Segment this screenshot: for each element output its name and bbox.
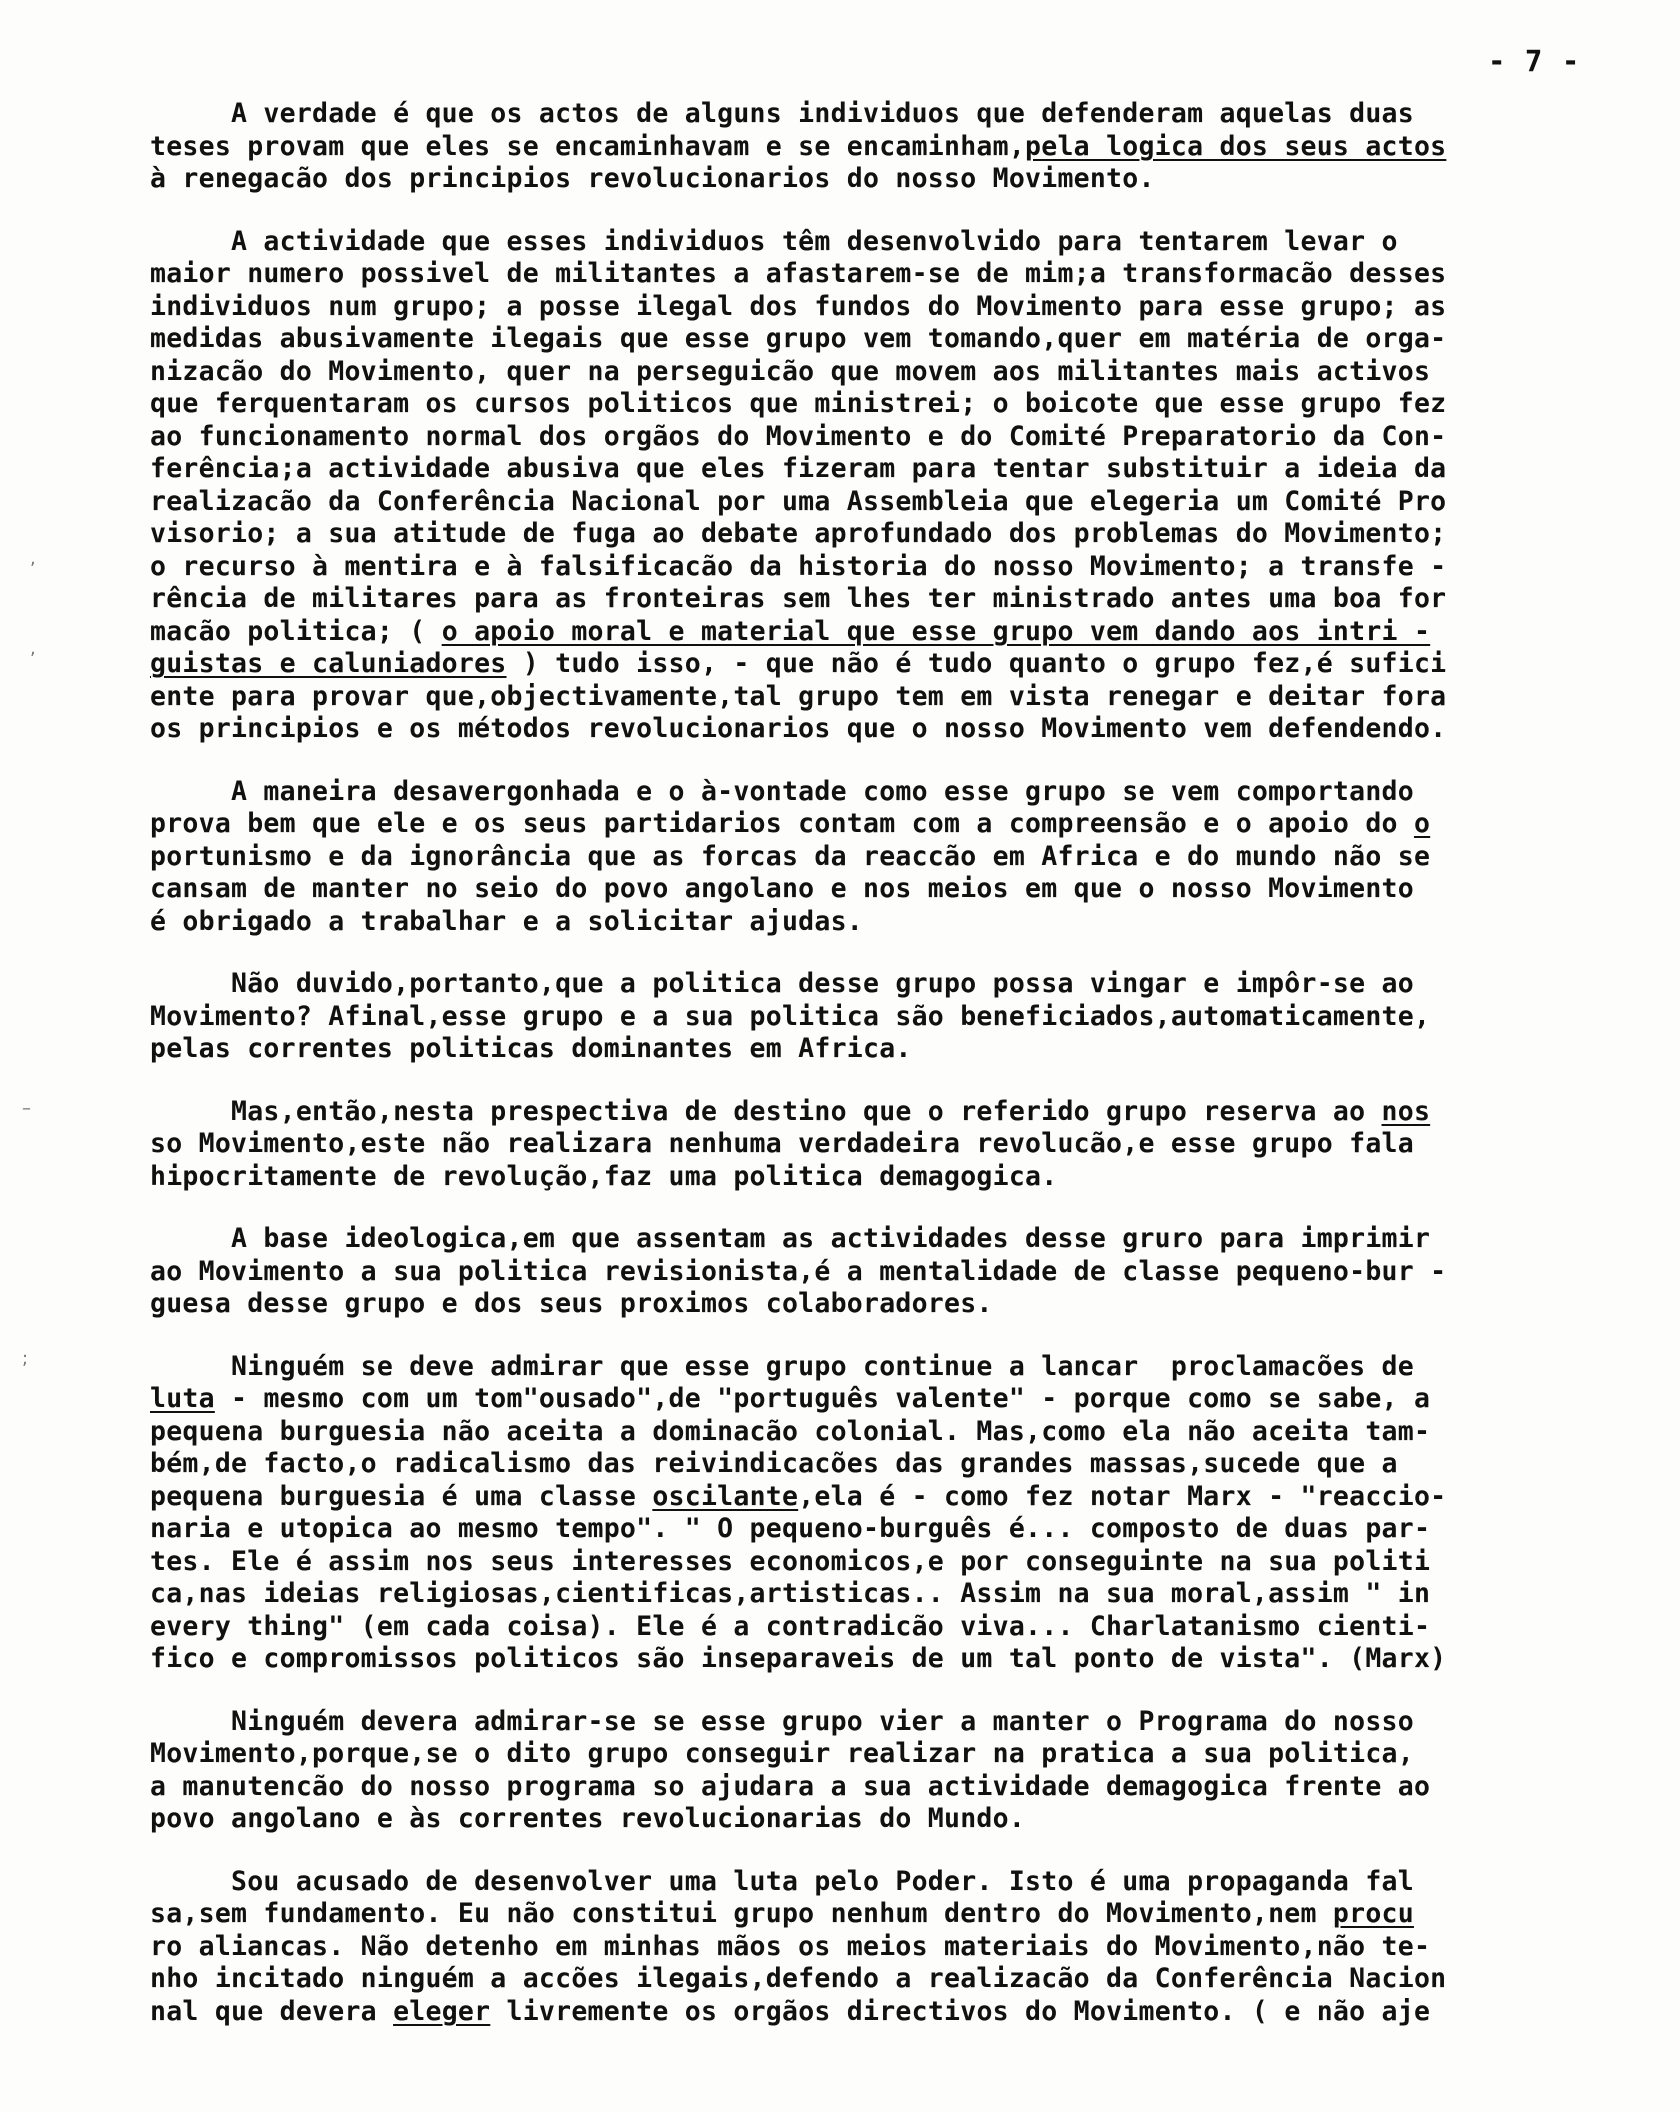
text-line: [150, 1288, 1580, 1321]
paragraph: [150, 1096, 1580, 1194]
text-line: [150, 1096, 1580, 1129]
text-run: maior numero possivel de militantes a afastarem-se de mim;a transformacão desses: [150, 258, 1447, 289]
text-line: [150, 453, 1580, 486]
underlined-text: nos: [1381, 1095, 1431, 1127]
text-line: [150, 1161, 1580, 1194]
text-run: sa,sem fundamento. Eu não constitui grupo nenhum dentro do Movimento,nem: [150, 1898, 1333, 1929]
paragraph: [150, 98, 1580, 196]
text-line: [150, 486, 1580, 519]
underlined-text: o apoio moral e material que esse grupo vem dando aos intri -: [441, 615, 1431, 647]
text-line: [150, 388, 1580, 421]
text-run: medidas abusivamente ilegais que esse grupo vem tomando,quer em matéria de orga-: [150, 323, 1447, 354]
text-run: Movimento? Afinal,esse grupo e a sua politica são beneficiados,automaticamente,: [150, 1000, 1431, 1032]
text-run: tes. Ele é assim nos seus interesses economicos,e por conseguinte na sua politi: [150, 1545, 1431, 1577]
text-run: nal que devera: [150, 1995, 394, 2027]
text-run: povo angolano e às correntes revolucionarias do Mundo.: [150, 1803, 1026, 1834]
text-line: [150, 1448, 1580, 1481]
text-run: Ninguém se deve admirar que esse grupo continue a lancar proclamacões de: [150, 1350, 1414, 1382]
text-run: hipocritamente de revolução,faz uma politica demagogica.: [150, 1160, 1058, 1192]
text-line: [150, 356, 1580, 389]
margin-mark: ,: [30, 548, 36, 569]
text-line: [150, 1866, 1580, 1899]
text-line: [150, 98, 1580, 131]
text-run: ao funcionamento normal dos orgãos do Movimento e do Comité Preparatorio da Con-: [150, 420, 1447, 452]
paragraph: [150, 776, 1580, 939]
text-run: rência de militares para as fronteiras sem lhes ter ministrado antes uma boa for: [150, 583, 1447, 614]
text-line: [150, 1513, 1580, 1546]
text-line: [150, 1898, 1580, 1931]
text-run: fico e compromissos politicos são inseparaveis de um tal ponto de vista". (Marx): [150, 1643, 1447, 1674]
text-run: Ninguém devera admirar-se se esse grupo vier a manter o Programa do nosso: [150, 1705, 1414, 1737]
text-line: [150, 1738, 1580, 1771]
text-line: [150, 163, 1580, 196]
text-line: [150, 291, 1580, 324]
text-line: [150, 1963, 1580, 1996]
paragraph: [150, 226, 1580, 746]
text-line: [150, 776, 1580, 809]
text-run: prova bem que ele e os seus partidarios contam com a compreensão e o apoio do: [150, 808, 1414, 839]
text-run: A actividade que esses individuos têm desenvolvido para tentarem levar o: [150, 225, 1398, 257]
text-line: [150, 551, 1580, 584]
text-line: [150, 1578, 1580, 1611]
text-line: [150, 873, 1580, 906]
text-line: [150, 1771, 1580, 1804]
text-run: a manutencão do nosso programa so ajudara a sua actividade demagogica frente ao: [150, 1770, 1431, 1802]
text-run: pelas correntes politicas dominantes em Africa.: [150, 1033, 912, 1064]
text-line: [150, 1351, 1580, 1384]
text-line: [150, 1546, 1580, 1579]
text-line: [150, 131, 1580, 164]
text-line: [150, 583, 1580, 616]
margin-mark: ,: [30, 638, 36, 659]
text-line: [150, 841, 1580, 874]
text-run: que ferquentaram os cursos politicos que ministrei; o boicote que esse grupo fez: [150, 388, 1447, 419]
text-line: [150, 648, 1580, 681]
paragraph: [150, 1706, 1580, 1836]
text-run: - mesmo com um tom"ousado",de "português valente" - porque como se sabe, a: [214, 1383, 1431, 1414]
text-run: cansam de manter no seio do povo angolano e nos meios em que o nosso Movimento: [150, 873, 1414, 904]
text-run: Não duvido,portanto,que a politica desse grupo possa vingar e impôr-se ao: [150, 968, 1414, 999]
margin-mark: ;: [22, 1348, 29, 1369]
paragraph: [150, 1223, 1580, 1321]
text-line: [150, 681, 1580, 714]
text-run: guesa desse grupo e dos seus proximos colaboradores.: [150, 1288, 993, 1319]
text-run: Sou acusado de desenvolver uma luta pelo Poder. Isto é uma propaganda fal: [150, 1865, 1414, 1897]
text-run: ferência;a actividade abusiva que eles fizeram para tentar substituir a ideia da: [150, 453, 1447, 484]
text-line: [150, 1001, 1580, 1034]
text-run: A verdade é que os actos de alguns individuos que defenderam aquelas duas: [150, 98, 1414, 129]
text-line: [150, 906, 1580, 939]
text-run: bém,de facto,o radicalismo das reivindicacões das grandes massas,sucede que a: [150, 1448, 1398, 1479]
text-line: [150, 518, 1580, 551]
text-run: o recurso à mentira e à falsificacão da historia do nosso Movimento; a transfe -: [150, 550, 1447, 582]
text-line: [150, 1706, 1580, 1739]
text-run: nizacão do Movimento, quer na perseguicão que movem aos militantes mais activos: [150, 355, 1431, 387]
text-run: every thing" (em cada coisa). Ele é a contradicão viva... Charlatanismo cienti-: [150, 1610, 1431, 1642]
paragraph: [150, 968, 1580, 1066]
text-line: [150, 258, 1580, 291]
underlined-text: pela logica dos seus actos: [1025, 130, 1447, 162]
underlined-text: oscilante: [652, 1480, 799, 1512]
margin-mark: –: [22, 1098, 31, 1119]
underlined-text: guistas e caluniadores: [150, 648, 507, 679]
text-line: [150, 1128, 1580, 1161]
underlined-text: procu: [1332, 1898, 1414, 1929]
text-run: pequena burguesia é uma classe: [150, 1480, 653, 1512]
text-line: [150, 968, 1580, 1001]
paragraph: [150, 1351, 1580, 1676]
text-run: teses provam que eles se encaminhavam e se encaminham,: [150, 130, 1026, 162]
text-run: naria e utopica ao mesmo tempo". " O pequeno-burguês é... composto de duas par-: [150, 1513, 1431, 1544]
text-line: [150, 1256, 1580, 1289]
text-run: à renegacão dos principios revolucionarios do nosso Movimento.: [150, 163, 1155, 194]
page-number: - 7 -: [1488, 44, 1581, 78]
text-run: ro aliancas. Não detenho em minhas mãos os meios materiais do Movimento,não te-: [150, 1930, 1431, 1962]
text-run: os principios e os métodos revolucionarios que o nosso Movimento vem defendendo.: [150, 713, 1447, 744]
text-run: ente para provar que,objectivamente,tal grupo tem em vista renegar e deitar fora: [150, 680, 1447, 712]
text-line: [150, 226, 1580, 259]
text-run: so Movimento,este não realizara nenhuma verdadeira revolucão,e esse grupo fala: [150, 1128, 1414, 1159]
text-line: [150, 1803, 1580, 1836]
text-run: A maneira desavergonhada e o à-vontade como esse grupo se vem comportando: [150, 775, 1414, 807]
text-line: [150, 1416, 1580, 1449]
text-run: ) tudo isso, - que não é tudo quanto o grupo fez,é sufici: [506, 648, 1447, 679]
text-run: ao Movimento a sua politica revisionista,é a mentalidade de classe pequeno-bur -: [150, 1255, 1447, 1287]
paragraph: [150, 1866, 1580, 2029]
document-body: [150, 98, 1580, 2058]
text-run: é obrigado a trabalhar e a solicitar ajudas.: [150, 905, 863, 937]
text-line: [150, 1996, 1580, 2029]
text-run: visorio; a sua atitude de fuga ao debate aprofundado dos problemas do Movimento;: [150, 518, 1447, 549]
text-line: [150, 323, 1580, 356]
text-line: [150, 1931, 1580, 1964]
text-line: [150, 1481, 1580, 1514]
text-run: Mas,então,nesta prespectiva de destino que o referido grupo reserva ao: [150, 1095, 1382, 1127]
text-run: A base ideologica,em que assentam as actividades desse gruro para imprimir: [150, 1223, 1431, 1254]
text-line: [150, 1383, 1580, 1416]
underlined-text: o: [1413, 808, 1431, 839]
text-run: individuos num grupo; a posse ilegal dos fundos do Movimento para esse grupo; as: [150, 290, 1447, 322]
text-run: nho incitado ninguém a accões ilegais,defendo a realizacão da Conferência Nacion: [150, 1963, 1447, 1994]
text-line: [150, 1033, 1580, 1066]
text-line: [150, 713, 1580, 746]
text-run: livremente os orgãos directivos do Movimento. ( e não aje: [490, 1995, 1431, 2027]
underlined-text: eleger: [393, 1995, 491, 2027]
text-run: pequena burguesia não aceita a dominacão colonial. Mas,como ela não aceita tam-: [150, 1415, 1431, 1447]
text-line: [150, 616, 1580, 649]
underlined-text: luta: [150, 1383, 215, 1414]
text-line: [150, 1643, 1580, 1676]
text-run: ,ela é - como fez notar Marx - "reaccio-: [798, 1480, 1447, 1512]
text-line: [150, 421, 1580, 454]
text-run: macão politica; (: [150, 615, 442, 647]
text-line: [150, 1611, 1580, 1644]
text-run: realizacão da Conferência Nacional por uma Assembleia que elegeria um Comité Pro: [150, 485, 1447, 517]
text-run: ca,nas ideias religiosas,cientificas,artisticas.. Assim na sua moral,assim " in: [150, 1578, 1431, 1609]
text-run: Movimento,porque,se o dito grupo conseguir realizar na pratica a sua politica,: [150, 1738, 1414, 1769]
text-run: portunismo e da ignorância que as forcas da reaccão em Africa e do mundo não se: [150, 840, 1431, 872]
text-line: [150, 1223, 1580, 1256]
text-line: [150, 808, 1580, 841]
